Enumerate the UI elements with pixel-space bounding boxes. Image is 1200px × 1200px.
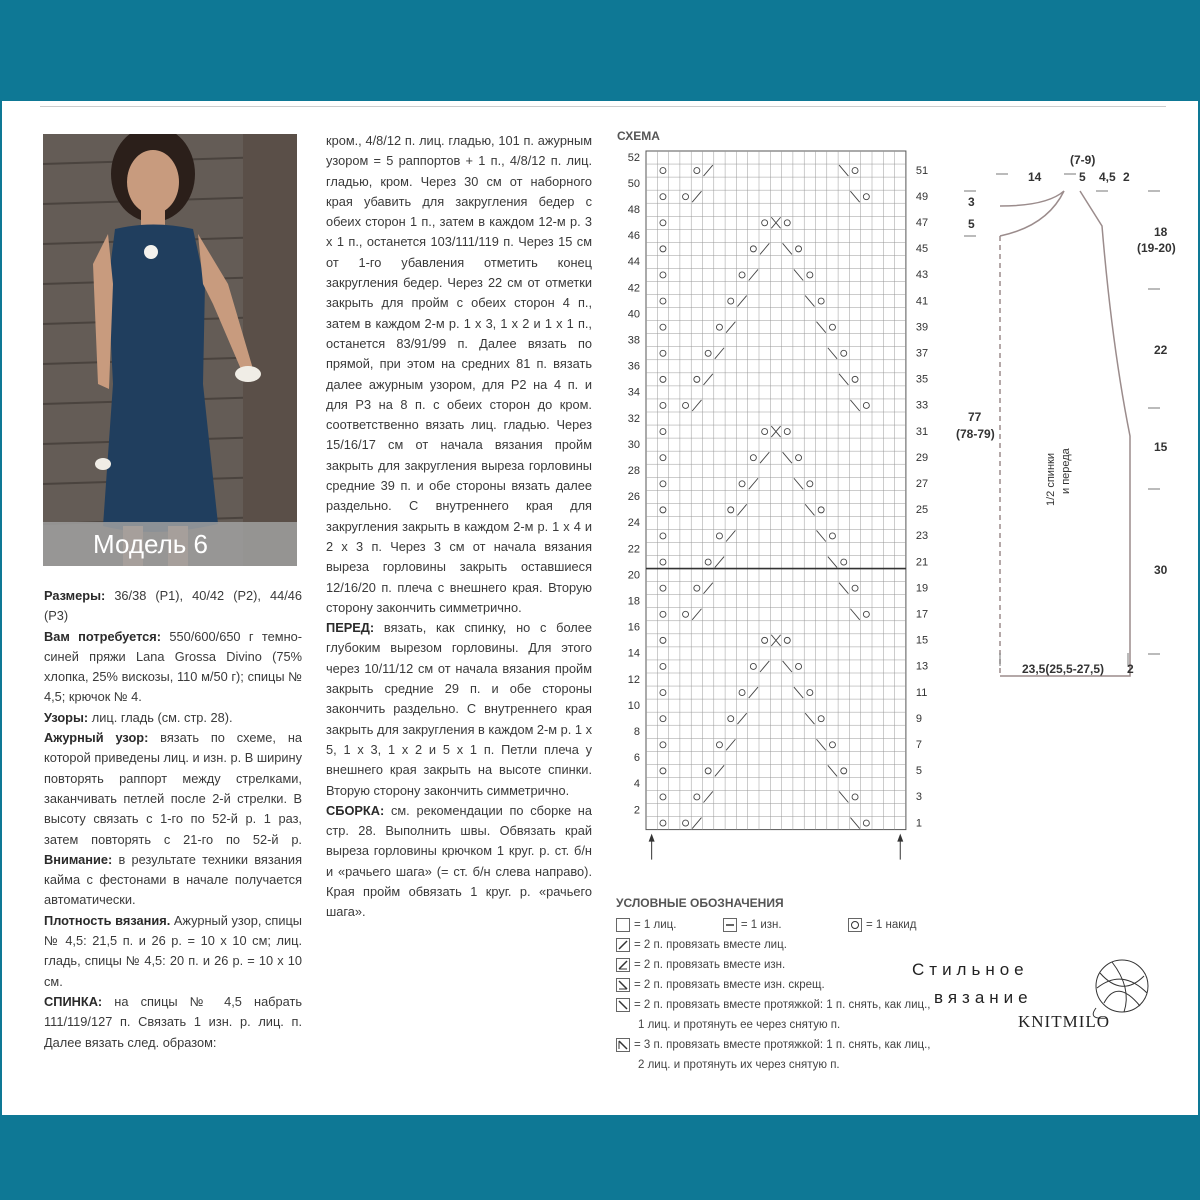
row-number-left: 46 [627,230,640,243]
patterns-label: Узоры: [44,709,89,725]
row-number-right: 47 [915,217,929,230]
dim-neck-mid: 5 [1079,170,1086,184]
row-number-left: 6 [633,752,640,765]
sizes-label: Размеры: [44,588,106,603]
row-number-right: 3 [915,791,923,804]
row-number-right: 13 [915,660,929,673]
k2tog-icon [616,938,630,952]
front-label: ПЕРЕД: [326,620,375,636]
top-rule [40,106,1166,107]
legend-yo: = 1 накид [865,919,917,931]
brand-line1: Стильное [912,960,1029,979]
dim-side-22: 22 [1154,343,1168,357]
legend-p2tog-tbl: = 2 п. провязать вместе изн. скрещ. [634,979,825,991]
back-label: СПИНКА: [44,993,103,1009]
row-number-left: 48 [627,203,640,216]
sk2p-icon [616,1038,630,1052]
ssk-icon [616,998,630,1012]
legend-sk2p: = 3 п. провязать вместе протяжкой: 1 п. снять, как лиц., [634,1039,931,1051]
dim-bottom: 23,5(25,5-27,5) [1022,662,1105,676]
legend-title: УСЛОВНЫЕ ОБОЗНАЧЕНИЯ [616,896,784,910]
row-number-right: 25 [915,504,929,517]
row-number-right: 5 [915,765,923,778]
purl-symbol-icon [723,918,737,932]
piece-label-1: 1/2 спинки [1045,453,1057,506]
dim-neck-width: (7-9) [1070,153,1096,167]
row-number-right: 23 [915,530,929,543]
row-number-left: 10 [627,699,640,712]
model-photo-image [43,134,297,566]
row-number-right: 1 [915,817,923,830]
row-number-left: 4 [633,778,640,791]
knitting-chart [602,141,947,861]
sizes-paragraph [44,586,302,627]
assembly-text: см. рекомендации по сборке на стр. 28. Выполнить швы. Обвязать край выреза горловины крючком 1 круг. р. ст. б/н и «рачьего шага» (= ст. б/н слева направо). Края пройм обвязать 1 круг. р. «рачьего шага». [326,802,592,920]
lace-paragraph [44,728,302,911]
row-number-right: 7 [915,739,923,752]
row-number-left: 32 [627,412,640,425]
lace-label: Ажурный узор: [44,730,149,746]
brand-line2: вязание [934,988,1033,1007]
dim-top-left: 14 [1028,170,1042,184]
brand-logo: KNITMILO [1018,1012,1111,1031]
row-number-left: 50 [627,177,640,190]
dim-side-30: 30 [1154,563,1168,577]
row-number-left: 38 [627,334,640,347]
piece-label-2: и переда [1060,448,1072,494]
row-number-right: 37 [915,347,929,360]
sizes-text: 36/38 (Р1), 40/42 (Р2), 44/46 (Р3) [44,588,302,624]
row-number-left: 14 [627,647,640,660]
row-number-left: 18 [627,595,640,608]
row-number-right: 31 [915,425,929,438]
row-number-right: 49 [915,190,929,203]
row-number-left: 34 [627,386,640,399]
patterns-text: лиц. гладь (см. стр. 28). [88,709,233,725]
row-number-right: 35 [915,373,929,386]
legend-purl: = 1 изн. [740,919,782,931]
magazine-page [2,101,1198,1115]
row-number-left: 20 [627,569,640,582]
schema-title: СХЕМА [617,129,660,143]
outline-neck-back [1000,191,1064,206]
row-number-left: 12 [627,673,640,686]
model-photo [43,134,297,566]
dim-shoulder-small: 2 [1123,170,1130,184]
outline-side [1000,191,1130,676]
garment-schematic [952,146,1182,706]
attention-text: в результате техники вязания кайма с фестонами в начале получается автоматически. [44,851,302,908]
p2tog-tbl-icon [616,978,630,992]
row-number-left: 40 [627,308,640,321]
knit-symbol-icon [616,918,630,932]
row-number-left: 30 [627,438,640,451]
materials-paragraph [44,627,302,708]
legend-k2tog: = 2 п. провязать вместе лиц. [634,939,787,951]
legend-row-sk2p-cont [616,1055,1016,1075]
legend-ssk: = 2 п. провязать вместе протяжкой: 1 п. снять, как лиц., [634,999,931,1011]
materials-label: Вам потребуется: [44,628,162,644]
lace-text: вязать по схеме, на которой приведены лиц. и изн. р. В ширину повторять раппорт между стрелками, заканчивать петлей после 2-й стрелки. В высоту связать с 1-го по 52-й р. 1 раз, затем повторять с 21-го по 52-й р. [44,730,303,847]
dim-neck-back: 3 [968,195,975,209]
legend-p2tog: = 2 п. провязать вместе изн. [634,959,786,971]
materials-text: 550/600/650 г темно-синей пряжи Lana Grossa Divino (75% хлопка, 25% вискозы, 110 м/50 г); спицы № 4,5; крючок № 4. [44,628,303,705]
dim-neck-front: 5 [968,217,975,231]
row-number-left: 26 [627,491,640,504]
row-number-left: 36 [627,360,640,373]
row-number-right: 15 [915,634,929,647]
back-cont-text: кром., 4/8/12 п. лиц. гладью, 101 п. ажурным узором = 5 раппортов + 1 п., 4/8/12 п. лиц. гладью, кром. Через 30 см от наборного края убавить для закругления бедер с обеих сторон 1 п., затем в каждом 12-м р. 3 х 1 п., останется 103/111/119 п. Через 15 см от 1-го убавления отметить конец закругления бедер. Через 22 см от отметки закрыть для пройм с обеих сторон 4 п., затем в каждом 2-м р. 1 х 3, 1 х 2 и 1 х 1 п., останется 83/91/99 п. Далее вязать по прямой, при этом на средних 81 п. вязать далее ажурным узором, для Р2 на 4 п. и для Р3 на 8 п. с обеих сторон до кром. соответственно вязать лиц. гладью. Через 15/16/17 см от начала вязания пройм закрыть для закругления выреза горловины средние 39 п. и обе стороны вязать далее раздельно. С внутреннего края для закругления закрыть в каждом 2-м р. 1 х 4 и 2 х 3 п. Через 3 см от начала вязания выреза горловины закрыть оставшиеся 12/16/20 п. плеча с внешнего края. Вторую сторону закончить симметрично. [326,133,592,615]
back-cont-paragraph [326,131,592,618]
row-number-right: 43 [915,269,929,282]
row-number-left: 42 [627,282,640,295]
brand-watermark [912,956,1162,1056]
row-number-left: 44 [627,256,640,269]
yarn-over-symbol-icon [848,918,862,932]
gauge-text: Ажурный узор, спицы № 4,5: 21,5 п. и 26 р. = 10 х 10 см; лиц. гладь, спицы № 4,5: 20 п. и 26 р. = 10 х 10 см. [44,912,302,989]
row-number-right: 29 [915,451,929,464]
row-number-right: 27 [915,478,929,491]
row-number-left: 52 [627,151,640,164]
photo-caption: Модель 6 [43,522,297,566]
back-text: на спицы № 4,5 набрать 111/119/127 п. Связать 1 изн. р. лиц. п. Далее вязать след. образом: [44,993,302,1050]
gauge-label: Плотность вязания. [44,912,171,928]
dim-armhole: 18 [1154,225,1168,239]
row-number-right: 9 [915,712,923,725]
front-paragraph [326,618,592,801]
legend-ssk-cont: 1 лиц. и протянуть ее через снятую п. [638,1019,841,1031]
row-number-left: 24 [627,517,640,530]
assembly-paragraph [326,801,592,923]
middle-text-column [326,131,592,923]
dim-shoulder: 4,5 [1099,170,1116,184]
dim-total-alt: (78-79) [956,427,995,441]
assembly-label: СБОРКА: [326,802,385,818]
legend-knit: = 1 лиц. [634,919,677,931]
row-number-right: 33 [915,399,929,412]
row-number-left: 16 [627,621,640,634]
row-number-left: 22 [627,543,640,556]
p2tog-icon [616,958,630,972]
row-number-right: 21 [915,556,929,569]
legend-row-k2tog [616,935,1016,955]
row-number-left: 28 [627,464,640,477]
dim-armhole-alt: (19-20) [1137,241,1176,255]
dim-side-15: 15 [1154,440,1168,454]
row-number-right: 19 [915,582,929,595]
row-number-right: 17 [915,608,929,621]
row-number-right: 51 [915,164,929,177]
attention-label: Внимание: [44,851,113,867]
left-text-column [44,586,302,1053]
row-number-right: 11 [915,686,928,699]
row-number-left: 2 [633,804,640,817]
back-paragraph [44,992,302,1053]
dim-bottom-small: 2 [1127,662,1134,676]
legend-sk2p-cont: 2 лиц. и протянуть их через снятую п. [638,1059,840,1071]
front-text: вязать, как спинку, но с более глубоким вырезом горловины. Для этого через 10/11/12 см от начала вязания пройм закрыть средние 29 п. и обе стороны закончить раздельно. С внутреннего края закрыть для закругления в каждом 2-м р. 1 х 5, 1 х 3, 1 х 2 и 5 х 1 п. Петли плеча у внешнего края закрыть на высоте спинки. Вторую сторону закончить симметрично. [326,620,592,798]
patterns-paragraph [44,708,302,728]
row-number-left: 8 [633,725,640,738]
gauge-paragraph [44,911,302,992]
row-number-right: 39 [915,321,929,334]
dim-total: 77 [968,410,982,424]
legend-row-basic [616,915,1016,935]
row-number-right: 45 [915,243,929,256]
row-number-right: 41 [915,295,929,308]
